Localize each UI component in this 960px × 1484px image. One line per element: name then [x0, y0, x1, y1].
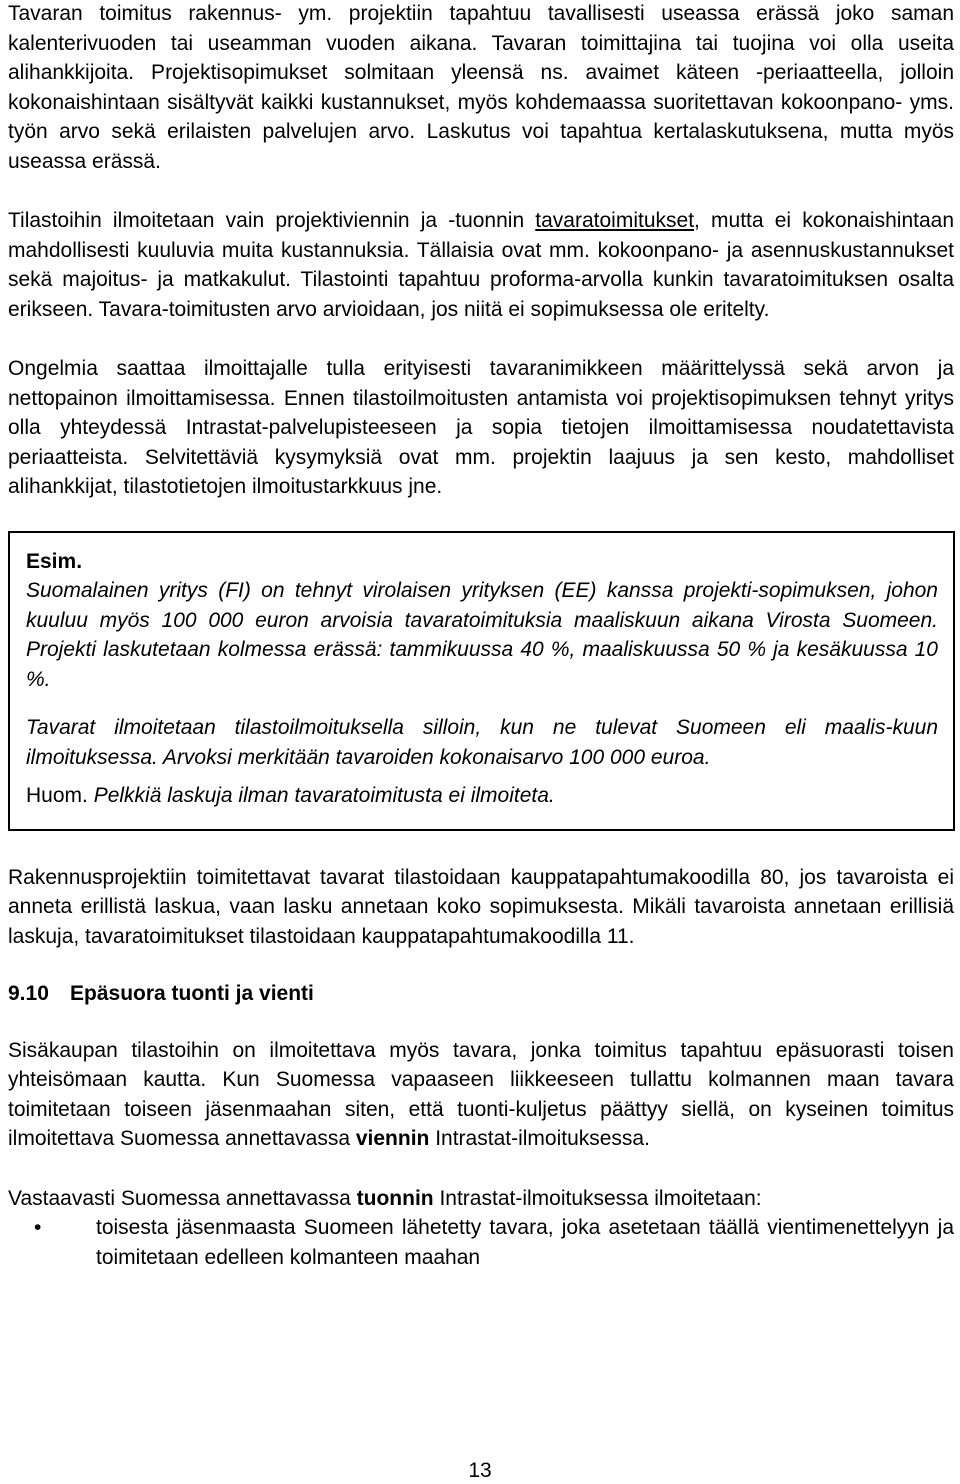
paragraph-project-deliveries: Tavaran toimitus rakennus- ym. projektiin tapahtuu tavallisesti useassa erässä joko saman kalenterivuoden tai useamman vuoden aikana. Tavaran toimittajina tai tuojina voi olla useita alihankkijoita. Projektisopimukset solmitaan yleensä ns. avaimet käteen -periaatteella, jolloin kokonaishintaan sisältyvät kaikki kustannukset, myös kohdemaassa suoritettavan kokoonpano- yms. työn arvo sekä erilaisten palvelujen arvo. Laskutus voi tapahtua kertalaskutuksena, mutta myös useassa erässä.	[8, 2, 954, 173]
example-label: Esim.	[26, 549, 83, 573]
paragraph-import-text-start: Vastaavasti Suomessa annettavassa	[8, 1186, 357, 1210]
document-page	[8, 0, 954, 1272]
paragraph-statistics-text-start: Tilastoihin ilmoitetaan vain projektiviennin ja -tuonnin	[8, 209, 536, 232]
list-item	[8, 1213, 954, 1272]
underlined-term-tavaratoimitukset: tavaratoimitukset	[535, 209, 695, 232]
section-heading	[8, 979, 954, 1009]
paragraph-indirect-import	[8, 1184, 954, 1214]
paragraph-reporting-problems: Ongelmia saattaa ilmoittajalle tulla erityisesti tavaranimikkeen määrittelyssä sekä arvon ja nettopainon ilmoittamisessa. Ennen tilastoilmoitusten antamista voi projektisopimuksen tehnyt yritys olla yhteydessä Intrastat-palvelupisteeseen ja sopia tietojen ilmoittamisessa noudatettavista periaatteista. Selvitettäviä kysymyksiä ovat mm. projektin laajuus ja sen kesto, mahdolliset alihankkijat, tilastotietojen ilmoitustarkkuus jne.	[8, 357, 954, 498]
paragraph-import-text-end: Intrastat-ilmoituksessa ilmoitetaan:	[433, 1186, 762, 1210]
paragraph-transaction-codes: Rakennusprojektiin toimitettavat tavarat tilastoidaan kauppatapahtumakoodilla 80, jos tavaroista ei anneta erillistä laskua, vaan lasku annetaan koko sopimuksesta. Mikäli tavaroista annetaan erillisiä laskuja, tavaratoimitukset tilastoidaan kauppatapahtumakoodilla 11.	[8, 865, 954, 948]
paragraph-statistics-text-end: , mutta ei kokonaishintaan mahdollisesti kuuluvia muita kustannuksia. Tällaisia ovat mm. kokoonpano- ja asennuskustannukset sekä majoitus- ja matkakulut. Tilastointi tapahtuu proforma-arvolla kunkin tavaratoimituksen osalta erikseen. Tavara-toimitusten arvo arvioidaan, jos niitä ei sopimuksessa ole eritelty.	[8, 209, 954, 321]
bullet-icon: •	[34, 1216, 42, 1239]
example-note-label: Huom.	[26, 784, 88, 807]
paragraph-indirect-export	[8, 1036, 954, 1154]
example-box	[8, 531, 955, 831]
example-note-text: Pelkkiä laskuja ilman tavaratoimitusta ei ilmoiteta.	[87, 784, 555, 807]
example-text-reporting: Tavarat ilmoitetaan tilastoilmoituksella silloin, kun ne tulevat Suomeen eli maalis-kuun ilmoituksessa. Arvoksi merkitään tavaroiden kokonaisarvo 100 000 euroa.	[26, 716, 938, 769]
section-title: Epäsuora tuonti ja vienti	[70, 982, 314, 1005]
example-note	[26, 781, 938, 811]
bold-term-tuonnin: tuonnin	[356, 1186, 434, 1210]
list-item-text: toisesta jäsenmaasta Suomeen lähetetty tavara, joka asetetaan täällä vientimenettelyyn ja toimitetaan edelleen kolmanteen maahan	[96, 1216, 954, 1269]
page-number: 13	[468, 1459, 492, 1482]
paragraph-indirect-text-start: Sisäkaupan tilastoihin on ilmoitettava myös tavara, jonka toimitus tapahtuu epäsuorasti toisen yhteisömaan kautta. Kun Suomessa vapaaseen liikkeeseen tullattu kolmannen maan tavara toimitetaan toiseen jäsenmaahan siten, että tuonti-kuljetus päättyy siellä, on kyseinen toimitus ilmoitettava Suomessa annettavassa	[8, 1038, 954, 1150]
example-text-project: Suomalainen yritys (FI) on tehnyt virolaisen yrityksen (EE) kanssa projekti-sopimuksen, johon kuuluu myös 100 000 euron arvoisia tavaratoimituksia maaliskuun aikana Virosta Suomeen. Projekti laskutetaan kolmessa erässä: tammikuussa 40 %, maaliskuussa 50 % ja kesäkuussa 10 %.	[26, 579, 938, 691]
paragraph-indirect-text-end: Intrastat-ilmoituksessa.	[429, 1127, 650, 1150]
section-number: 9.10	[8, 982, 49, 1005]
paragraph-statistics-reporting	[8, 206, 954, 324]
bold-term-viennin: viennin	[355, 1127, 430, 1150]
bullet-list	[8, 1213, 954, 1272]
